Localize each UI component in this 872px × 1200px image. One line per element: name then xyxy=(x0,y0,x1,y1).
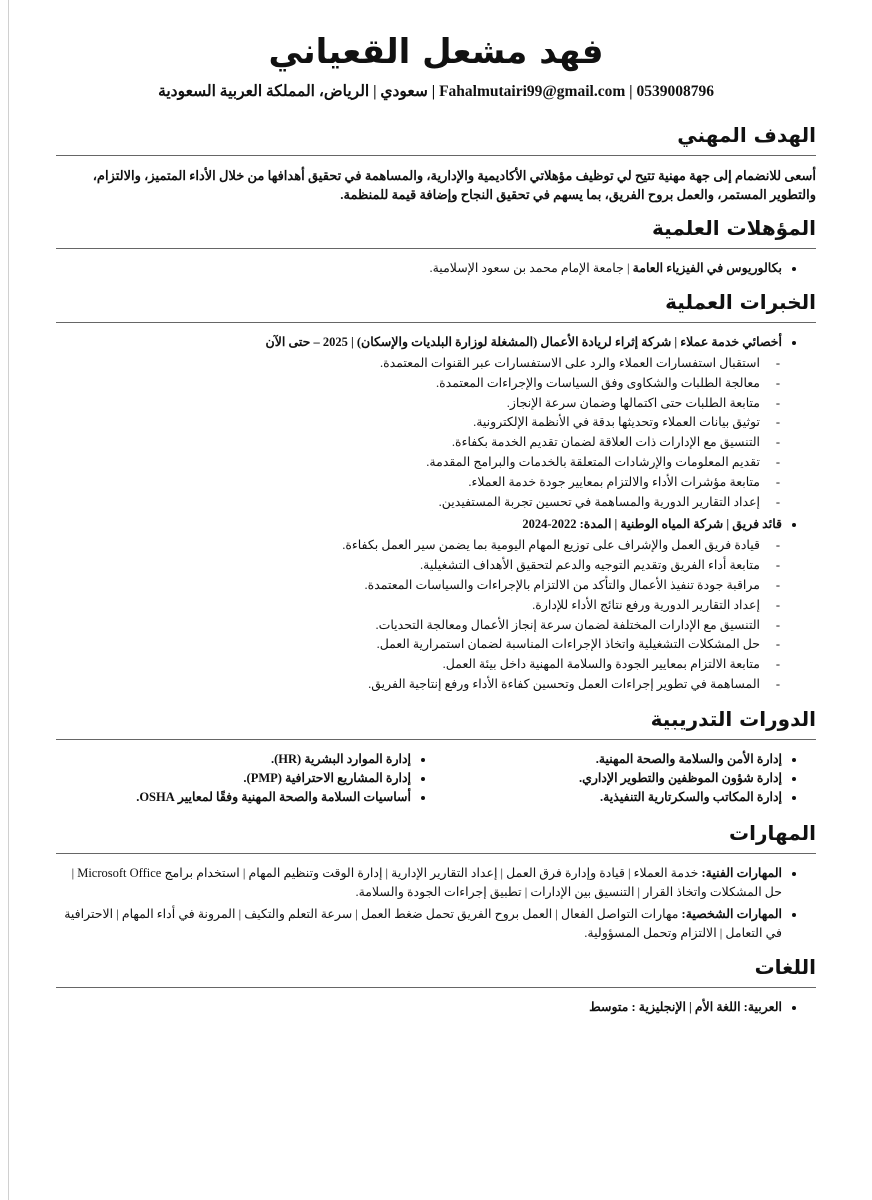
candidate-name: فهد مشعل القعياني xyxy=(268,32,604,72)
duty-item: - متابعة مؤشرات الأداء والالتزام بمعايير جودة خدمة العملاء. xyxy=(56,473,760,493)
soft-skills-text: مهارات التواصل الفعال | العمل بروح الفريق تحمل ضغط العمل | سرعة التعلم والتكيف | المرونة في أداء المهام | الاحترافية في التعامل | الالتزام وتحمل المسؤولية. xyxy=(64,906,782,940)
soft-skills-label: المهارات الشخصية: xyxy=(681,906,782,921)
duty-item: - حل المشكلات التشغيلية واتخاذ الإجراءات المناسبة لضمان استمرارية العمل. xyxy=(56,635,760,655)
duty-item: - معالجة الطلبات والشكاوى وفق السياسات والإجراءات المعتمدة. xyxy=(56,374,760,394)
course-item: • إدارة المكاتب والسكرتارية التنفيذية. xyxy=(427,788,782,807)
university: | جامعة الإمام محمد بن سعود الإسلامية. xyxy=(429,261,633,275)
languages-list xyxy=(56,998,798,1017)
duty-item: - تقديم المعلومات والإرشادات المتعلقة بالخدمات والبرامج المقدمة. xyxy=(56,453,760,473)
languages-item: • العربية: اللغة الأم | الإنجليزية : متوسط xyxy=(56,998,782,1017)
course-item: • إدارة المشاريع الاحترافية (PMP). xyxy=(56,769,411,788)
course-item: • أساسيات السلامة والصحة المهنية وفقًا لمعايير OSHA. xyxy=(56,788,411,807)
duty-item: - مراقبة جودة تنفيذ الأعمال والتأكد من الالتزام بالإجراءات والسياسات المعتمدة. xyxy=(56,576,760,596)
technical-skills xyxy=(56,864,782,902)
duty-item: - التنسيق مع الإدارات ذات العلاقة لضمان تقديم الخدمة بكفاءة. xyxy=(56,433,760,453)
experience-title: الخبرات العملية xyxy=(56,290,816,323)
objective-section xyxy=(56,123,816,204)
job-item xyxy=(56,333,782,512)
job-heading: قائد فريق | شركة المياه الوطنية | المدة: 2022-2024 xyxy=(522,517,782,532)
duty-item: - المساهمة في تطوير إجراءات العمل وتحسين كفاءة الأداء ورفع إنتاجية الفريق. xyxy=(56,675,760,695)
education-item xyxy=(56,259,782,278)
courses-title: الدورات التدريبية xyxy=(56,707,816,740)
duty-item: - إعداد التقارير الدورية ورفع نتائج الأداء للإدارة. xyxy=(56,596,760,616)
course-item: • إدارة الموارد البشرية (HR). xyxy=(56,750,411,769)
education-title: المؤهلات العلمية xyxy=(56,216,816,249)
job-item xyxy=(56,515,782,694)
job-heading: أخصائي خدمة عملاء | شركة إثراء لريادة الأعمال (المشغلة لوزارة البلديات والإسكان) | 2025 – حتى الآن xyxy=(265,335,782,349)
duty-item: - متابعة أداء الفريق وتقديم التوجيه والدعم لتحقيق الأهداف التشغيلية. xyxy=(56,556,760,576)
education-list xyxy=(56,259,798,278)
languages-section xyxy=(56,955,816,1017)
objective-title: الهدف المهني xyxy=(56,123,816,156)
course-item: • إدارة شؤون الموظفين والتطوير الإداري. xyxy=(427,769,782,788)
courses-section xyxy=(56,707,816,807)
job-duties xyxy=(56,354,782,512)
skills-title: المهارات xyxy=(56,821,816,854)
experience-list xyxy=(56,333,798,695)
course-item: • إدارة الأمن والسلامة والصحة المهنية. xyxy=(427,750,782,769)
experience-section xyxy=(56,290,816,695)
duty-item: - قيادة فريق العمل والإشراف على توزيع المهام اليومية بما يضمن سير العمل بكفاءة. xyxy=(56,536,760,556)
job-duties xyxy=(56,536,782,694)
duty-item: - متابعة الالتزام بمعايير الجودة والسلامة المهنية داخل بيئة العمل. xyxy=(56,655,760,675)
technical-skills-text: خدمة العملاء | قيادة وإدارة فرق العمل | إعداد التقارير الإدارية | إدارة الوقت وتنظيم المهام | استخدام برامج Microsoft Office | حل المشكلات واتخاذ القرار | التنسيق بين الإدارات | تطبيق إجراءات الجودة والسلامة. xyxy=(71,865,782,899)
skills-list xyxy=(56,864,798,943)
degree: بكالوريوس في الفيزياء العامة xyxy=(632,261,782,275)
duty-item: - توثيق بيانات العملاء وتحديثها بدقة في الأنظمة الإلكترونية. xyxy=(56,413,760,433)
contact-line: 0539008796 | Fahalmutairi99@gmail.com | سعودي | الرياض، المملكة العربية السعودية xyxy=(158,83,714,100)
duty-item: - استقبال استفسارات العملاء والرد على الاستفسارات عبر القنوات المعتمدة. xyxy=(56,354,760,374)
duty-item: - التنسيق مع الإدارات المختلفة لضمان سرعة إنجاز الأعمال ومعالجة التحديات. xyxy=(56,616,760,636)
technical-skills-label: المهارات الفنية: xyxy=(701,865,782,880)
duty-item: - إعداد التقارير الدورية والمساهمة في تحسين تجربة المستفيدين. xyxy=(56,493,760,513)
objective-text: أسعى للانضمام إلى جهة مهنية تتيح لي توظيف مؤهلاتي الأكاديمية والإدارية، والمساهمة في تحقيق أهدافها من خلال الأداء المتميز، والالتزام، والتطوير المستمر، والعمل بروح الفريق، بما يسهم في تحقيق النجاح وإضافة قيمة للمنظمة. xyxy=(92,168,816,202)
soft-skills xyxy=(56,905,782,943)
page-edge xyxy=(8,0,9,1200)
skills-section xyxy=(56,821,816,943)
courses-columns xyxy=(56,750,798,807)
education-section xyxy=(56,216,816,278)
languages-title: اللغات xyxy=(56,955,816,988)
duty-item: - متابعة الطلبات حتى اكتمالها وضمان سرعة الإنجاز. xyxy=(56,394,760,414)
courses-column-2 xyxy=(56,750,427,807)
courses-column-1 xyxy=(427,750,798,807)
